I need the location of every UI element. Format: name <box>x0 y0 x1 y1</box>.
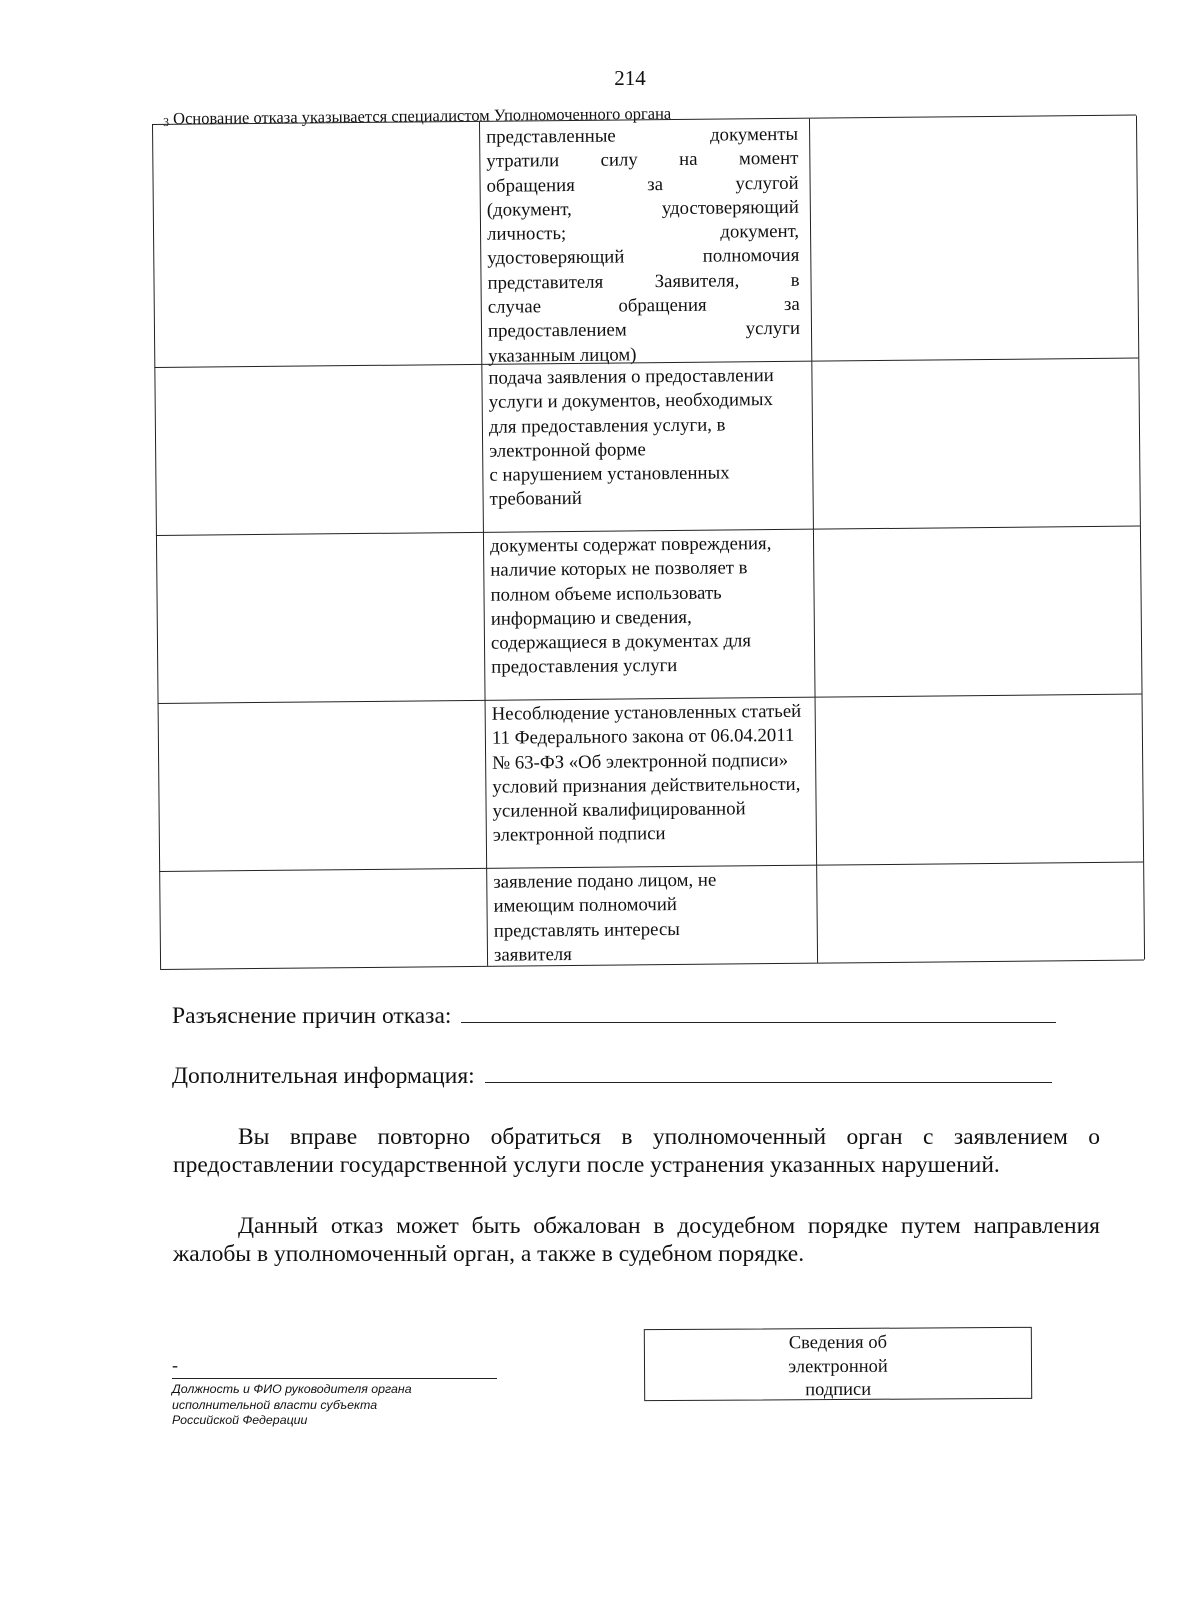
table-cell-reason <box>486 866 818 966</box>
reason-line: указанным лицом) <box>488 344 637 367</box>
table-cell-empty <box>813 527 1143 698</box>
table-cell-empty <box>159 869 488 969</box>
additional-info-label: Дополнительная информация: <box>172 1063 475 1089</box>
reason-line: личность; документ, <box>486 220 800 245</box>
table-cell-empty <box>815 695 1145 866</box>
table-cell-empty <box>156 533 486 704</box>
appeal-paragraph: Данный отказ может быть обжалован в досудебном порядке путем направления жалобы в уполномоченный орган, а также в судебном порядке. <box>173 1213 1100 1267</box>
reason-line: случае обращения за <box>487 293 800 318</box>
table-cell-reason <box>481 362 814 533</box>
table-cell-empty <box>816 863 1145 963</box>
table-cell-empty <box>152 122 482 368</box>
table-row <box>159 862 1144 970</box>
table-row <box>154 358 1140 536</box>
reason-line: предоставлением услуги <box>487 318 801 343</box>
signature-caption <box>172 1382 502 1429</box>
reason-line: представителя Заявителя, в <box>487 269 800 294</box>
page-number: 214 <box>614 66 646 90</box>
explanation-label: Разъяснение причин отказа: <box>172 1003 452 1029</box>
additional-info-blank-line[interactable] <box>485 1081 1052 1083</box>
table-row <box>156 526 1142 704</box>
signature-caption-line: Должность и ФИО руководителя органа <box>172 1382 412 1396</box>
reason-text: подача заявления о предоставлении услуги и документов, необходимых для предоставления услуги, в электронной форме с нарушением установленных требований <box>488 365 774 511</box>
reapply-paragraph: Вы вправе повторно обратиться в уполномоченный орган с заявлением о предоставлении государственной услуги после устранения указанных нарушений. <box>173 1124 1100 1178</box>
reason-line: обращения за услугой <box>486 172 799 197</box>
reason-line: утратили силу на момент <box>486 148 799 173</box>
table-cell-reason <box>485 698 818 869</box>
table-cell-empty <box>809 116 1139 362</box>
explanation-blank-line[interactable] <box>461 1021 1056 1023</box>
e-signature-line: электронной <box>788 1356 888 1377</box>
table-row <box>158 694 1144 872</box>
signature-caption-line: Российской Федерации <box>172 1413 308 1428</box>
footnote-marker: 3 <box>163 114 170 129</box>
refusal-reasons-table <box>152 114 1156 1014</box>
reason-line: удостоверяющий полномочия <box>487 245 800 270</box>
additional-info-field <box>172 1063 1052 1090</box>
table-cell-empty <box>811 359 1141 530</box>
reason-line: представленные документы <box>486 123 799 148</box>
reason-line: (документ, удостоверяющий <box>486 196 799 221</box>
table-cell-reason <box>479 119 812 365</box>
reason-text: заявление подано лицом, не имеющим полномочий представлять интересы заявителя <box>493 869 717 966</box>
signature-caption-line: исполнительной власти субъекта <box>172 1397 378 1412</box>
reason-text: документы содержат повреждения, наличие которых не позволяет в полном объеме использовать информацию и сведения, содержащиеся в документах для предоставления услуги <box>489 533 772 679</box>
table-cell-empty <box>154 365 484 536</box>
signature-dash: - <box>172 1355 178 1375</box>
reason-text: Несоблюдение установленных статьей 11 Федерального закона от 06.04.2011 № 63-ФЗ «Об электронной подписи» условий признания действительности, усиленной квалифицированной электронной подписи <box>491 700 802 847</box>
e-signature-line: подписи <box>805 1379 872 1401</box>
table-cell-empty <box>158 701 488 872</box>
reason-text <box>480 119 812 369</box>
table-row <box>152 115 1138 368</box>
signature-line[interactable] <box>172 1378 497 1379</box>
electronic-signature-box <box>644 1327 1032 1401</box>
table-cell-reason <box>483 530 816 701</box>
footnote-text: Основание отказа указывается специалистом Уполномоченного органа <box>172 103 672 128</box>
e-signature-line: Сведения об <box>788 1332 888 1354</box>
explanation-field <box>172 1003 1056 1030</box>
